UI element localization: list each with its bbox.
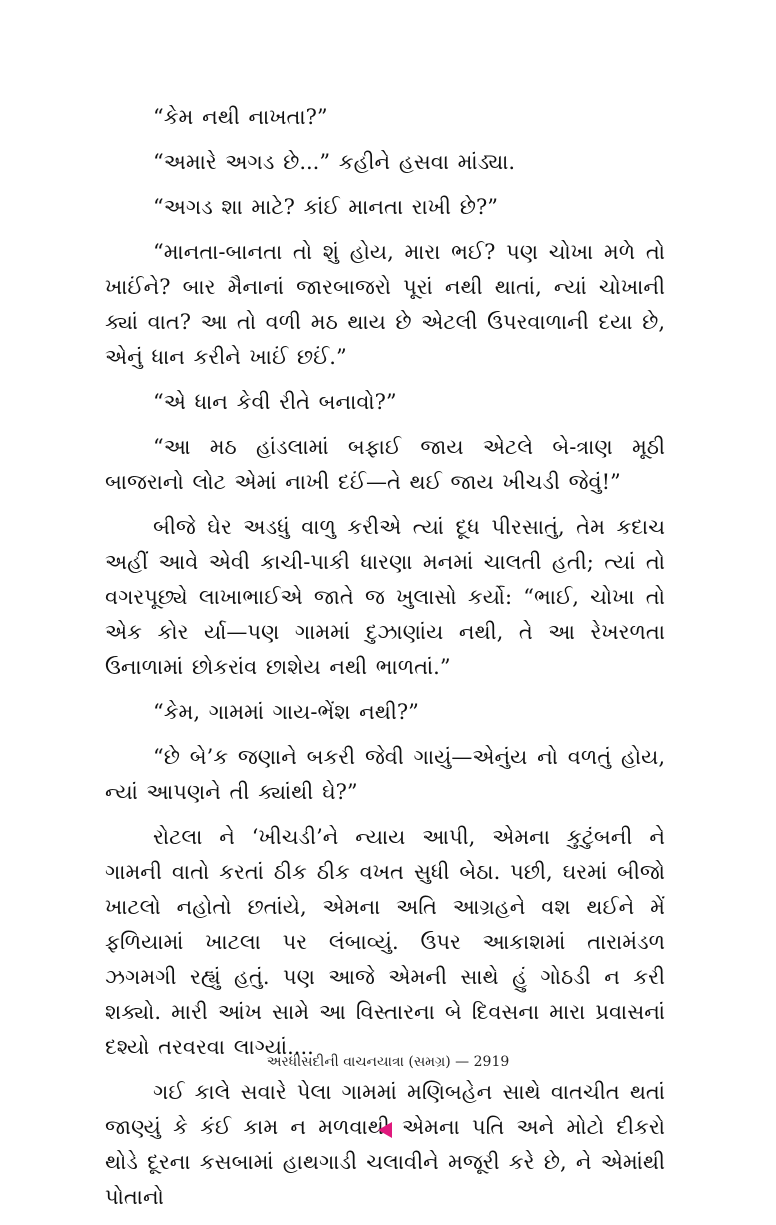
paragraph: “કેમ નથી નાખતા?” (153, 105, 328, 129)
paragraph: “છે બે’ક જણાને બકરી જેવી ગાયું—એનુંય નો વળતું હોય, ન્યાં આપણને તી ક્યાંથી ઘે?” (105, 745, 665, 804)
paragraph: “એ ધાન કેવી રીતે બનાવો?” (153, 390, 397, 414)
paragraph: “આ મઠ હાંડલામાં બફાઈ જાય એટલે બે-ત્રાણ મૂઠી બાજરાનો લોટ એમાં નાખી દઈં—તે થઈ જાય ખીચડી જેવું!” (105, 435, 665, 494)
page-footer: અરધીસદીની વાચનયાત્રા (સમગ્ર) — 2919 (266, 1054, 510, 1070)
paragraph: બીજે ઘેર અડધું વાળુ કરીએ ત્યાં દૂધ પીરસાતું, તેમ કદાચ અહીં આવે એવી કાચી-પાકી ધારણા મનમાં ચાલતી હતી; ત્યાં તો વગરપૂછ્યે લાખાભાઈએ જાતે જ ખુલાસો કર્યો: “ભાઈ, ચોખા તો એક કોર ર્યા—પણ ગામમાં દુઝાણાંય નથી, તે આ રેખરળતા ઉનાળામાં છોકરાંવ છાશેય નથી ભાળતાં.” (105, 515, 665, 679)
paragraph: રોટલા ને ‘ખીચડી’ને ન્યાય આપી, એમના કુટુંબની ને ગામની વાતો કરતાં ઠીક ઠીક વખત સુધી બેઠા. પછી, ઘરમાં બીજો ખાટલો નહોતો છતાંયે, એમના અતિ આગ્રહને વશ થઈને મેં ફળિયામાં ખાટલા પર લંબાવ્યું. ઉપર આકાશમાં તારામંડળ ઝગમગી રહ્યું હતું. પણ આજે એમની સાથે હું ગોઠડી ન કરી શક્યો. મારી આંખ સામે આ વિસ્તારના બે દિવસના મારા પ્રવાસનાં દશ્યો તરવરવા લાગ્યાં.... (105, 825, 665, 1059)
paragraph: “અમારે અગડ છે...” કહીને હસવા માંડ્યા. (153, 150, 516, 174)
paragraph: ગઈ કાલે સવારે પેલા ગામમાં મણિબહેન સાથે વાતચીત થતાં જાણ્યું કે કંઈ કામ ન મળવાથી એમના પતિ અને મોટો દીકરો થોડે દૂરના કસબામાં હાથગાડી ચલાવીને મજૂરી કરે છે, ને એમાંથી પોતાનો (105, 1080, 665, 1209)
paragraph: “અગડ શા માટે? કાંઈ માનતા રાખી છે?” (153, 195, 498, 219)
paragraph: “કેમ, ગામમાં ગાય-ભેંશ નથી?” (153, 700, 419, 724)
previous-page-arrow-icon[interactable] (378, 1122, 392, 1138)
paragraph: “માનતા-બાનતા તો શું હોય, મારા ભઈ? પણ ચોખા મળે તો ખાઈંને? બાર મૈનાનાં જારબાજરો પૂરાં નથી થાતાં, ન્યાં ચોખાની ક્યાં વાત? આ તો વળી મઠ થાય છે એટલી ઉપરવાળાની દયા છે, એનું ધાન કરીને ખાઈં છઈં.” (105, 240, 665, 369)
